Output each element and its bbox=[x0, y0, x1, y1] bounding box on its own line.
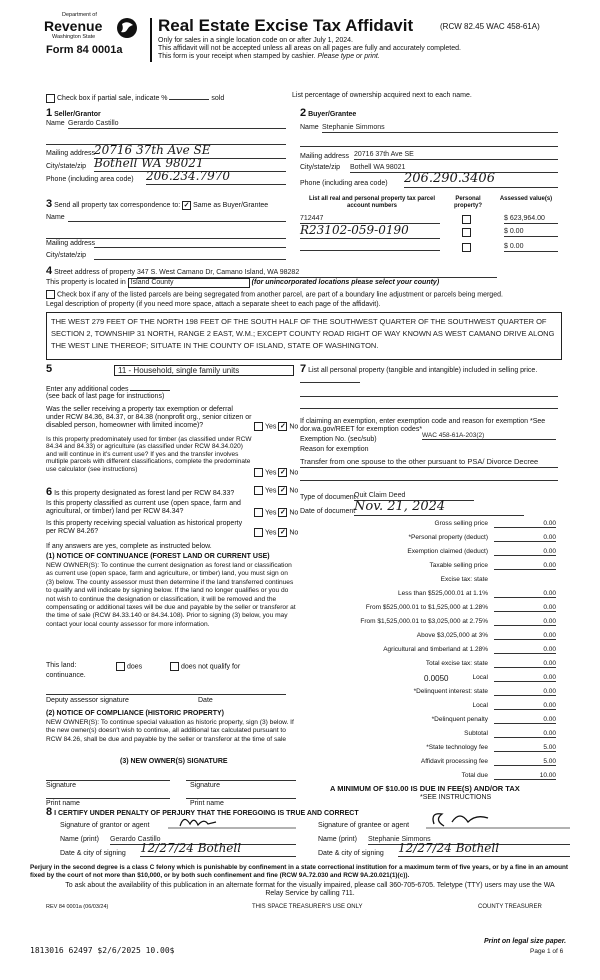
county-row bbox=[46, 278, 558, 288]
tax-label: *Delinquent interest: state bbox=[413, 688, 488, 695]
section-1-number: 1 bbox=[46, 107, 53, 119]
tax-label: *State technology fee bbox=[426, 744, 488, 751]
tax-value[interactable]: 0.00 bbox=[494, 520, 556, 528]
signature-label: Signature bbox=[190, 782, 220, 789]
doc-type-label: Type of document bbox=[300, 494, 356, 501]
buyer-name-label: Name bbox=[300, 124, 319, 131]
new-owner-print-line2[interactable] bbox=[186, 794, 296, 799]
correspondence-label: Send all property tax correspondence to: bbox=[54, 202, 181, 209]
ownership-note: List percentage of ownership acquired next to each name. bbox=[292, 92, 472, 99]
tax-label: Gross selling price bbox=[434, 520, 488, 527]
seller-mailing-label: Mailing address bbox=[46, 150, 96, 157]
timber-question bbox=[46, 436, 300, 477]
no-label: No bbox=[289, 529, 299, 537]
located-label: This property is located in bbox=[46, 279, 126, 286]
section-8-number: 8 bbox=[46, 806, 53, 818]
exemption-no-field[interactable]: WAC 458-61A-203(2) bbox=[422, 432, 556, 440]
section-7-text: List all personal property (tangible and intangible) included in selling price. bbox=[308, 367, 538, 374]
tax-row bbox=[300, 660, 558, 671]
dept-line3: Washington State bbox=[52, 34, 96, 40]
exemption-question bbox=[46, 406, 300, 430]
grantor-date-label: Date & city of signing bbox=[60, 850, 126, 857]
tax-label: Less than $525,000.01 at 1.1% bbox=[398, 590, 488, 597]
buyer-mailing-label: Mailing address bbox=[300, 153, 350, 160]
same-as-buyer-label: Same as Buyer/Grantee bbox=[193, 202, 269, 209]
see-instructions: *SEE INSTRUCTIONS bbox=[420, 794, 492, 801]
tax-row bbox=[300, 590, 558, 601]
seller-mailing-field[interactable]: 20716 37th Ave SE bbox=[94, 144, 286, 159]
buyer-label: Buyer/Grantee bbox=[308, 111, 357, 118]
does-option bbox=[116, 662, 142, 671]
yes-label: Yes bbox=[265, 423, 277, 431]
tax-label: Exemption claimed (deduct) bbox=[407, 548, 488, 555]
historic-question-text: Is this property receiving special valuation as historical property per RCW 84.26? bbox=[46, 520, 243, 536]
segregation-row bbox=[46, 290, 566, 299]
dor-logo-icon bbox=[114, 16, 140, 40]
tax-value[interactable]: 0.00 bbox=[494, 534, 556, 542]
tax-row bbox=[300, 758, 558, 769]
tax-value[interactable]: 5.00 bbox=[494, 758, 556, 766]
signature-label: Signature bbox=[46, 782, 76, 789]
tax-label: Local bbox=[472, 674, 488, 681]
tax-label: Total excise tax: state bbox=[425, 660, 488, 667]
forest-question bbox=[46, 486, 300, 499]
exemption-question-text: Was the seller receiving a property tax exemption or deferral under RCW 84.36, 84.37, or 84.38 (nonprofit org., senior citizen or disabled person, homeowner with limited income)? bbox=[46, 406, 252, 430]
tax-value[interactable]: 0.00 bbox=[494, 548, 556, 556]
tax-row bbox=[300, 716, 558, 727]
tax-value[interactable]: 0.00 bbox=[494, 604, 556, 612]
doc-date-row bbox=[300, 499, 558, 516]
tax-value[interactable]: 0.00 bbox=[494, 618, 556, 626]
same-as-buyer-checkbox[interactable] bbox=[182, 201, 191, 210]
grantee-date-field[interactable]: 12/27/24 Bothell bbox=[398, 842, 570, 857]
county-treasurer-label: COUNTY TREASURER bbox=[478, 904, 542, 910]
tax-label: From $525,000.01 to $1,525,000 at 1.28% bbox=[365, 604, 488, 611]
deputy-date-label: Date bbox=[198, 697, 213, 704]
tax-label: Affidavit processing fee bbox=[420, 758, 488, 765]
personal-property-line3[interactable] bbox=[300, 404, 558, 409]
buyer-phone-field[interactable]: 206.290.3406 bbox=[404, 172, 558, 188]
parcel-number-field[interactable]: 712447 bbox=[300, 215, 440, 224]
seller-label: Seller/Grantor bbox=[54, 111, 101, 118]
seller-phone-row bbox=[46, 169, 286, 184]
partial-sale-checkbox[interactable] bbox=[46, 94, 55, 103]
section-7-number: 7 bbox=[300, 363, 307, 375]
section-7-row bbox=[300, 363, 558, 386]
personal-property-line2[interactable] bbox=[300, 392, 558, 397]
partial-sale-row bbox=[46, 93, 286, 103]
corr-city-label: City/state/zip bbox=[46, 252, 87, 259]
tax-row bbox=[300, 772, 558, 783]
qualify-row bbox=[46, 662, 300, 670]
tax-row bbox=[300, 674, 558, 685]
deputy-signature-label: Deputy assessor signature bbox=[46, 697, 129, 704]
new-owner-signature-line2[interactable] bbox=[186, 776, 296, 781]
dor-logo bbox=[44, 12, 144, 60]
tax-row bbox=[300, 520, 558, 531]
seller-header bbox=[46, 107, 101, 120]
tax-value[interactable]: 0.00 bbox=[494, 730, 556, 738]
does-not-option bbox=[170, 662, 240, 671]
parcel-col-personal: Personal property? bbox=[453, 196, 482, 209]
timber-yes-checkbox[interactable] bbox=[254, 468, 263, 477]
tax-value[interactable]: 0.00 bbox=[494, 716, 556, 724]
tax-label: Above $3,025,000 at 3% bbox=[416, 632, 488, 639]
exemption-no-row bbox=[300, 432, 558, 444]
parcel-col-assessed: Assessed value(s) bbox=[499, 196, 553, 202]
buyer-mailing-field[interactable]: 20716 37th Ave SE bbox=[354, 151, 558, 160]
timber-question-text: Is this property predominately used for timber (as classified under RCW 84.34 and 84.33) or agriculture (as classified under RCW 84.34.020) and will continue in it's current use? If yes and the transfer involves multiple parcels with different classifications, complete the predominate use calculator (see instructions) bbox=[46, 436, 252, 473]
tax-value[interactable]: 0.00 bbox=[494, 688, 556, 696]
form-title: Real Estate Excise Tax Affidavit bbox=[158, 16, 414, 35]
tax-value[interactable]: 0.00 bbox=[494, 660, 556, 668]
tax-value[interactable]: 0.00 bbox=[494, 632, 556, 640]
minimum-due-note: A MINIMUM OF $10.00 IS DUE IN FEE(S) AND/OR TAX bbox=[330, 784, 520, 793]
partial-sale-percent[interactable] bbox=[169, 93, 209, 100]
header-note3b: Please type or print. bbox=[317, 53, 380, 60]
tax-row bbox=[300, 548, 558, 559]
dept-line1: Department of bbox=[62, 12, 97, 18]
section-5-number: 5 bbox=[46, 363, 53, 375]
tax-label: Taxable selling price bbox=[429, 562, 488, 569]
codes-field[interactable] bbox=[130, 384, 170, 391]
doc-date-field[interactable]: Nov. 21, 2024 bbox=[354, 500, 524, 516]
tax-row bbox=[300, 744, 558, 755]
forest-question-text: Is this property designated as forest land per RCW 84.33? bbox=[54, 490, 235, 497]
tax-value[interactable]: 0.00 bbox=[494, 646, 556, 654]
grantee-date-row bbox=[318, 841, 570, 858]
grantee-name-label: Name (print) bbox=[318, 836, 357, 843]
corr-mailing-label: Mailing address bbox=[46, 240, 96, 247]
parcel-col-numbers: List all real and personal property tax parcel account numbers bbox=[308, 196, 436, 209]
tax-value[interactable]: 10.00 bbox=[494, 772, 556, 780]
header-note2: This affidavit will not be accepted unless all areas on all pages are fully and accurately completed. bbox=[158, 45, 461, 52]
receipt-stamp: 1813016 62497 $2/6/2025 10.00$ bbox=[30, 946, 175, 955]
does-not-checkbox[interactable] bbox=[170, 662, 179, 671]
historic-yes-checkbox[interactable] bbox=[254, 528, 263, 537]
section-2-number: 2 bbox=[300, 107, 307, 119]
buyer-phone-label: Phone (including area code) bbox=[300, 180, 388, 187]
doc-type-field[interactable]: Quit Claim Deed bbox=[354, 492, 474, 501]
treasurer-only-label: THIS SPACE TREASURER'S USE ONLY bbox=[252, 904, 363, 910]
open-space-yes-checkbox[interactable] bbox=[254, 508, 263, 517]
seller-city-label: City/state/zip bbox=[46, 163, 87, 170]
forest-yes-checkbox[interactable] bbox=[254, 486, 263, 495]
reason-field[interactable]: Transfer from one spouse to the other pursuant to PSA/ Divorce Decree bbox=[300, 458, 558, 468]
tax-row bbox=[300, 646, 558, 657]
yes-label: Yes bbox=[265, 487, 277, 495]
tax-row bbox=[300, 688, 558, 699]
county-select[interactable]: Island County bbox=[128, 278, 250, 288]
yes-label: Yes bbox=[265, 469, 277, 477]
partial-sale-label: Check box if partial sale, indicate % bbox=[57, 95, 168, 102]
grantor-name-label: Name (print) bbox=[60, 836, 99, 843]
tax-row bbox=[300, 534, 558, 545]
street-row bbox=[46, 265, 558, 278]
doc-date-label: Date of document bbox=[300, 508, 356, 515]
section-6-number: 6 bbox=[46, 486, 53, 498]
form-statute: (RCW 82.45 WAC 458-61A) bbox=[440, 22, 540, 31]
forest-no-checkbox[interactable] bbox=[278, 486, 287, 495]
tax-row bbox=[300, 730, 558, 741]
tax-row bbox=[300, 604, 558, 615]
corr-name-label: Name bbox=[46, 214, 65, 221]
segregation-checkbox[interactable] bbox=[46, 290, 55, 299]
tax-label: Local bbox=[472, 702, 488, 709]
assessed-value-field[interactable]: $ 0.00 bbox=[504, 228, 558, 237]
grantor-name-field[interactable]: Gerardo Castillo bbox=[110, 836, 296, 845]
open-space-question-text: Is this property classified as current use (open space, farm and agricultural, or timber) land per RCW 84.34? bbox=[46, 500, 241, 516]
no-label: No bbox=[289, 469, 299, 477]
tax-row bbox=[300, 618, 558, 629]
open-space-answers bbox=[254, 508, 298, 517]
grantor-signature-row bbox=[60, 822, 296, 830]
tax-value[interactable]: 0.00 bbox=[494, 674, 556, 682]
yes-label: Yes bbox=[265, 529, 277, 537]
legal-description-field[interactable]: THE WEST 279 FEET OF THE NORTH 198 FEET OF THE SOUTH HALF OF THE SOUTHWEST QUARTER OF THE SOUTHWEST QUARTER OF SECTION 2, TOWNSHIP 31 NORTH, RANGE 2 EAST, W.M.; EXCEPT COUNTY ROAD RIGHT OF WAY KNOWN AS WEST CAMANO DRIVE ALONG THE WEST LINE THEREOF; SITUATE IN THE COUNTY OF ISLAND, STATE OF WASHINGTON. bbox=[46, 312, 562, 360]
grantor-signature[interactable] bbox=[168, 812, 296, 830]
tax-value[interactable]: 0.00 bbox=[494, 590, 556, 598]
seller-phone-label: Phone (including area code) bbox=[46, 176, 134, 183]
if-yes-note: If any answers are yes, complete as instructed below. bbox=[46, 543, 212, 550]
seller-city-field[interactable]: Bothell WA 98021 bbox=[94, 157, 286, 172]
parcel-number-field[interactable] bbox=[300, 243, 440, 251]
tax-value[interactable]: 0.00 bbox=[494, 702, 556, 710]
grantor-signature-label: Signature of grantor or agent bbox=[60, 822, 150, 829]
tax-row bbox=[300, 562, 558, 573]
revision-label: REV 84 0001a (06/03/24) bbox=[46, 904, 109, 910]
tax-label: Subtotal bbox=[464, 730, 488, 737]
legal-label: Legal description of property (if you need more space, attach a separate sheet to each page of the affidavit). bbox=[46, 301, 381, 308]
grantee-date-label: Date & city of signing bbox=[318, 850, 384, 857]
page-number: Page 1 of 6 bbox=[530, 948, 564, 955]
compliance-text: NEW OWNER(S): To continue special valuation as historic property, sign (3) below. If the new owner(s) doesn't wish to continue, all additional tax calculated pursuant to RCW 84.26, shall be due and payable by the seller or transferor at the time of sale bbox=[46, 719, 294, 743]
print-name-label: Print name bbox=[46, 800, 80, 807]
correspondence-row bbox=[46, 198, 296, 211]
tax-row bbox=[300, 632, 558, 643]
reason-line2[interactable] bbox=[300, 476, 558, 481]
exemption-no-label: Exemption No. (sec/sub) bbox=[300, 436, 377, 443]
parcel-row bbox=[300, 243, 558, 255]
no-label: No bbox=[289, 423, 299, 431]
this-land-label: This land: bbox=[46, 662, 77, 669]
seller-name-field[interactable]: Gerardo Castillo bbox=[68, 120, 286, 129]
no-label: No bbox=[289, 487, 299, 495]
sold-label: sold bbox=[211, 95, 225, 102]
buyer-city-label: City/state/zip bbox=[300, 164, 341, 171]
personal-property-field[interactable] bbox=[300, 376, 360, 383]
grantee-signature-label: Signature of grantee or agent bbox=[318, 822, 410, 829]
exemption-yes-checkbox[interactable] bbox=[254, 422, 263, 431]
exemption-answers bbox=[254, 422, 298, 431]
reason-label: Reason for exemption bbox=[300, 446, 369, 453]
assessed-value-field[interactable]: $ 623,964.00 bbox=[504, 215, 558, 224]
local-rate: 0.0050 bbox=[424, 674, 449, 683]
seller-name-label: Name bbox=[46, 120, 65, 127]
buyer-name-line2[interactable] bbox=[300, 140, 558, 147]
buyer-name-row bbox=[300, 124, 558, 132]
corr-name-line2[interactable] bbox=[46, 232, 286, 239]
does-not-label: does not qualify for bbox=[181, 663, 241, 671]
continuance-label: continuance. bbox=[46, 672, 86, 679]
tax-row bbox=[300, 702, 558, 713]
timber-answers bbox=[254, 468, 298, 477]
grantee-signature-row bbox=[318, 822, 570, 830]
county-note: (for unincorporated locations please select your county) bbox=[251, 279, 440, 286]
corr-name-row bbox=[46, 214, 286, 222]
does-checkbox[interactable] bbox=[116, 662, 125, 671]
print-name-label: Print name bbox=[190, 800, 224, 807]
timber-no-checkbox[interactable] bbox=[278, 468, 287, 477]
section-5-row bbox=[46, 363, 290, 376]
deputy-signature-line[interactable] bbox=[46, 690, 286, 695]
title-divider bbox=[150, 18, 152, 62]
corr-city-row bbox=[46, 252, 286, 260]
grantee-signature[interactable] bbox=[426, 808, 570, 830]
new-owner-print-line1[interactable] bbox=[46, 794, 170, 799]
corr-mailing-row bbox=[46, 240, 286, 248]
exemption-claim-text: If claiming an exemption, enter exemption code and reason for exemption *See dor.wa.gov/REET for exemption codes* bbox=[300, 418, 546, 434]
alt-format-notice: To ask about the availability of this publication in an alternate format for the visually impaired, please call 360-705-6705. Teletype (TTY) users may use the WA Relay Service by calling 711. bbox=[65, 882, 555, 897]
buyer-header bbox=[300, 107, 356, 120]
new-owner-signature-title: (3) NEW OWNER(S) SIGNATURE bbox=[120, 758, 228, 765]
tax-label: Agricultural and timberland at 1.28% bbox=[383, 646, 488, 653]
personal-property-checkbox[interactable] bbox=[462, 228, 471, 237]
historic-no-checkbox[interactable] bbox=[278, 528, 287, 537]
street-label: Street address of property bbox=[54, 269, 136, 276]
tax-label: Total due bbox=[461, 772, 488, 779]
seller-name-row bbox=[46, 120, 286, 128]
historic-question bbox=[46, 520, 300, 536]
corr-name-field[interactable] bbox=[68, 214, 286, 222]
header-note3 bbox=[158, 53, 380, 61]
land-use-select[interactable]: 11 - Household, single family units bbox=[114, 365, 294, 376]
perjury-notice: Perjury in the second degree is a class C felony which is punishable by confinement in a state correctional institution for a maximum term of five years, or by a fine in an amount fixed by the court of not more than $10,000, or by both such confinement and fine (RCW 9A.72.030 and RCW 9A.20.021(1)(c)). bbox=[30, 864, 569, 879]
form-number: Form 84 0001a bbox=[46, 44, 123, 56]
personal-property-checkbox[interactable] bbox=[462, 215, 471, 224]
open-space-question bbox=[46, 500, 300, 516]
tax-label: *Personal property (deduct) bbox=[408, 534, 488, 541]
parcel-number-field[interactable]: R23102-059-0190 bbox=[300, 224, 440, 239]
section-4-number: 4 bbox=[46, 265, 53, 277]
forest-answers bbox=[254, 486, 298, 495]
segregation-label: Check box if any of the listed parcels are being segregated from another parcel, are part of a boundary line adjustment or parcels being merged. bbox=[57, 291, 503, 299]
dept-line2: Revenue bbox=[44, 18, 103, 34]
new-owner-signature-line1[interactable] bbox=[46, 776, 170, 781]
tax-label: From $1,525,000.01 to $3,025,000 at 2.75% bbox=[360, 618, 488, 625]
buyer-mailing-row bbox=[300, 153, 558, 161]
grantor-date-field[interactable]: 12/27/24 Bothell bbox=[140, 842, 296, 857]
open-space-no-checkbox[interactable] bbox=[278, 508, 287, 517]
compliance-title: (2) NOTICE OF COMPLIANCE (HISTORIC PROPERTY) bbox=[46, 710, 224, 717]
tax-value[interactable]: 0.00 bbox=[494, 562, 556, 570]
corr-mailing-field[interactable] bbox=[94, 240, 286, 248]
seller-phone-field[interactable]: 206.234.7970 bbox=[146, 170, 286, 185]
grantee-name-field[interactable]: Stephanie Simmons bbox=[368, 836, 570, 845]
buyer-name-field[interactable]: Stephanie Simmons bbox=[322, 124, 558, 133]
tax-value[interactable]: 5.00 bbox=[494, 744, 556, 752]
header-note3a: This form is your receipt when stamped by cashier. bbox=[158, 53, 318, 60]
personal-property-checkbox[interactable] bbox=[462, 243, 471, 252]
section-3-number: 3 bbox=[46, 198, 53, 210]
codes-label: Enter any additional codes bbox=[46, 386, 129, 393]
does-label: does bbox=[127, 663, 143, 671]
tax-label: *Delinquent penalty bbox=[431, 716, 488, 723]
header-note1: Only for sales in a single location code on or after July 1, 2024. bbox=[158, 37, 353, 44]
grantor-date-row bbox=[60, 841, 296, 858]
buyer-city-field[interactable]: Bothell WA 98021 bbox=[350, 164, 558, 173]
historic-answers bbox=[254, 528, 298, 537]
codes-note: (see back of last page for instructions) bbox=[46, 393, 165, 400]
assessed-value-field[interactable]: $ 0.00 bbox=[504, 243, 558, 252]
no-label: No bbox=[289, 509, 299, 517]
legal-size-note: Print on legal size paper. bbox=[484, 938, 567, 945]
parcel-row bbox=[300, 223, 558, 240]
corr-city-field[interactable] bbox=[94, 252, 286, 260]
street-field[interactable]: 347 S. West Camano Dr, Camano Island, WA 98282 bbox=[137, 269, 497, 278]
continuance-title: (1) NOTICE OF CONTINUANCE (FOREST LAND OR CURRENT USE) bbox=[46, 553, 270, 560]
certify-text: I CERTIFY UNDER PENALTY OF PERJURY THAT THE FOREGOING IS TRUE AND CORRECT bbox=[54, 810, 359, 817]
continuance-text: NEW OWNER(S): To continue the current designation as forest land or classification as current use (open space, farm and agriculture, or timber) land, you must sign on (3) below. The county assessor must then determine if the land transferred continues to qualify and will indicate by signing below. If the land no longer qualifies or you do not wish to continue the designation or classification, it will be removed and the compensating or additional taxes will be due and payable by the seller or transferor at the time of sale (RCW 84.33.140 or 84.34.108). Prior to signing (3) below, you may contact your local county assessor for more information. bbox=[46, 562, 296, 628]
buyer-phone-row bbox=[300, 171, 558, 188]
exemption-no-checkbox[interactable] bbox=[278, 422, 287, 431]
tax-label: Excise tax: state bbox=[440, 576, 488, 583]
tax-row bbox=[300, 576, 558, 587]
yes-label: Yes bbox=[265, 509, 277, 517]
